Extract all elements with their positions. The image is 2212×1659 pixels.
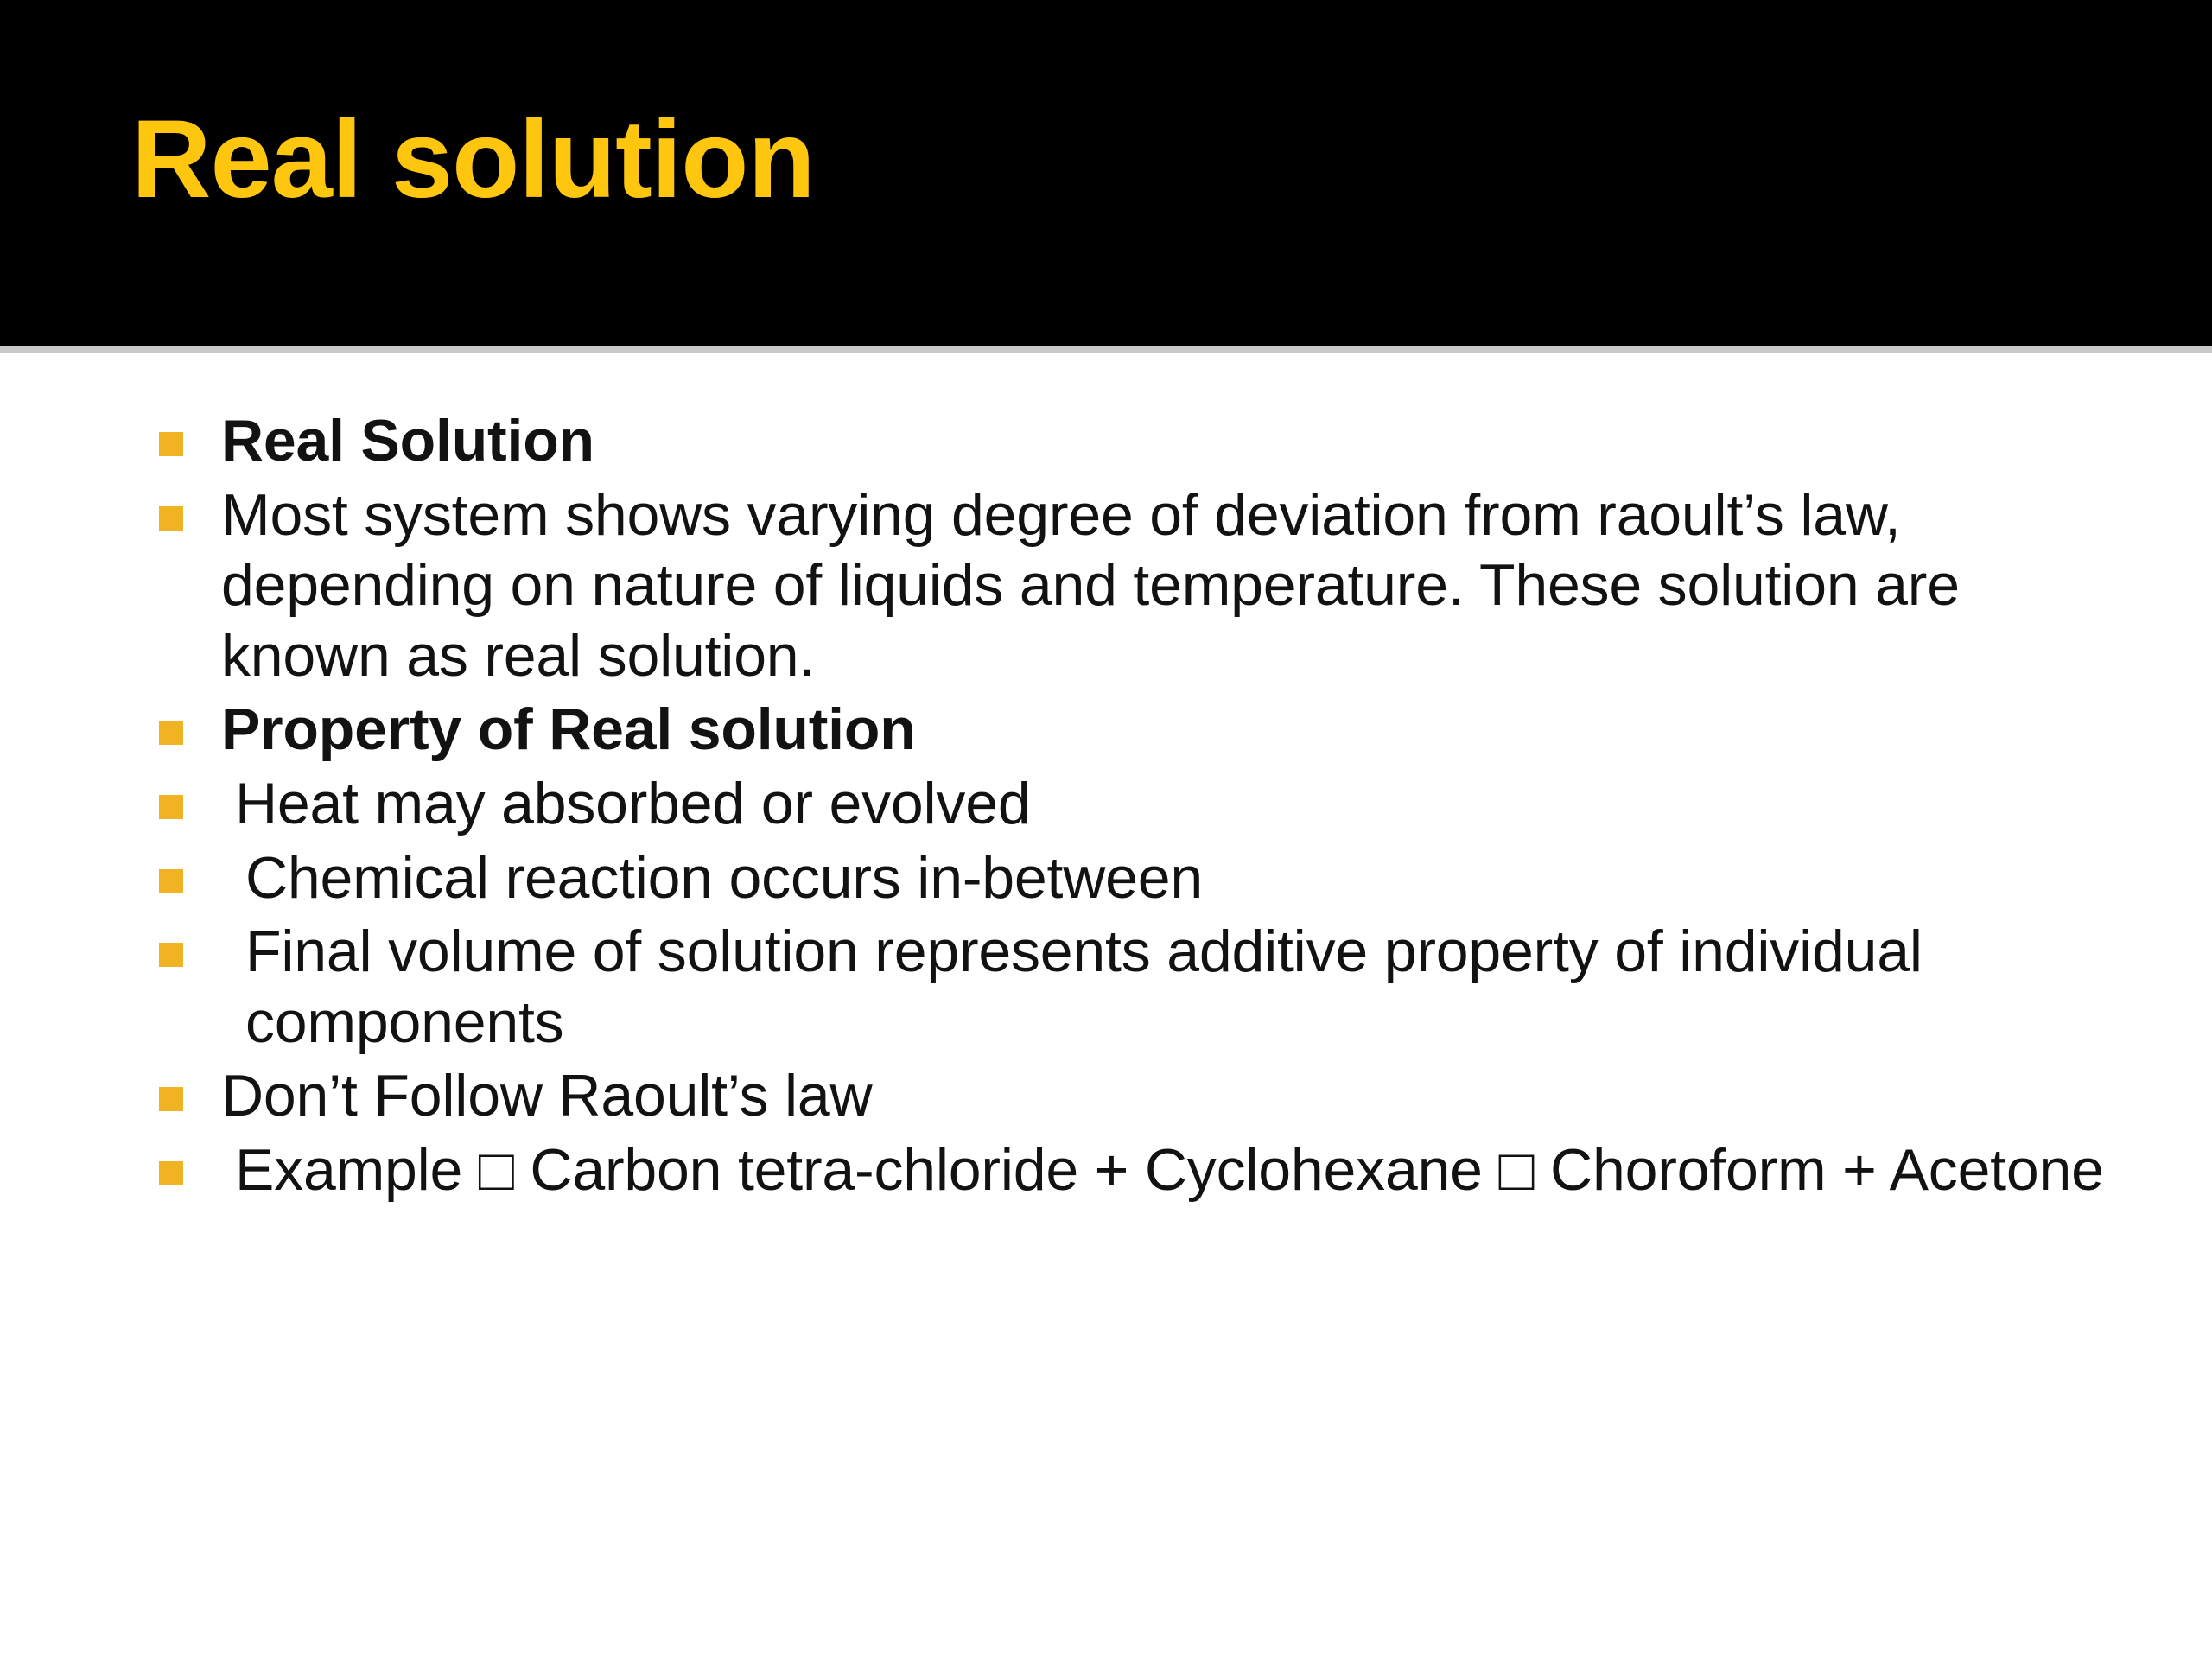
list-item-label: Don’t Follow Raoult’s law	[221, 1063, 873, 1129]
list-item	[138, 917, 2108, 1058]
list-item-label: Most system shows varying degree of deviation from raoult’s law, depending on nature of liquids and temperature. These solution are known as real solution.	[221, 481, 1960, 689]
list-item-label: Chemical reaction occurs in-between	[245, 844, 1203, 911]
title-band	[0, 0, 2212, 346]
list-item	[138, 1135, 2108, 1206]
square-bullet-icon	[159, 795, 183, 819]
square-bullet-icon	[159, 506, 183, 531]
title-divider	[0, 346, 2212, 353]
square-bullet-icon	[159, 869, 183, 893]
list-item	[138, 843, 2108, 914]
list-item	[138, 480, 2108, 692]
list-item-label: Real Solution	[221, 408, 594, 474]
list-item-label: Final volume of solution represents additive property of individual components	[245, 918, 1923, 1055]
list-item-label: Property of Real solution	[221, 696, 916, 763]
bullet-list	[138, 406, 2108, 1206]
page-title: Real solution	[131, 98, 815, 221]
square-bullet-icon	[159, 1161, 183, 1185]
list-item	[138, 1061, 2108, 1132]
square-bullet-icon	[159, 721, 183, 745]
list-item-label: Example □ Carbon tetra-chloride + Cyclohexane □ Choroform + Acetone	[235, 1136, 2104, 1203]
square-bullet-icon	[159, 943, 183, 967]
list-item	[138, 406, 2108, 477]
list-item-label: Heat may absorbed or evolved	[235, 770, 1031, 836]
square-bullet-icon	[159, 432, 183, 456]
list-item	[138, 695, 2108, 766]
list-item	[138, 769, 2108, 840]
slide-body	[0, 406, 2212, 1210]
square-bullet-icon	[159, 1087, 183, 1111]
